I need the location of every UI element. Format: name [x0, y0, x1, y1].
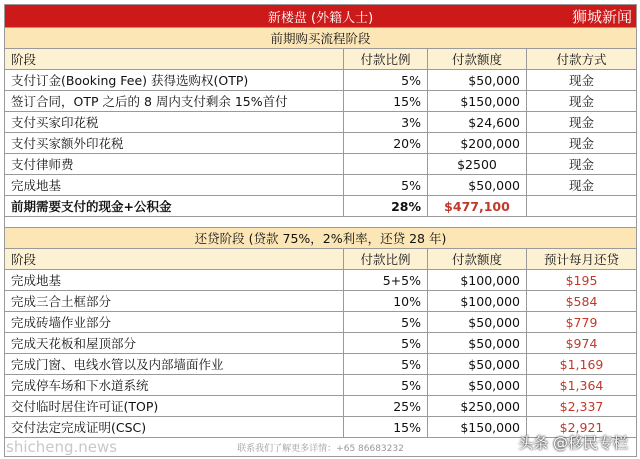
table-row — [5, 154, 637, 175]
col-header-stage: 阶段 — [5, 249, 344, 270]
stage-cell: 签订合同，OTP 之后的 8 周内支付剩余 15%首付 — [5, 91, 344, 112]
amount-cell: $150,000 — [428, 417, 527, 438]
stage-cell: 完成砖墙作业部分 — [5, 312, 344, 333]
watermark-left: shicheng.news — [6, 438, 118, 456]
ratio-cell: 5% — [344, 354, 428, 375]
stage-cell: 完成地基 — [5, 270, 344, 291]
method-cell: 现金 — [527, 70, 637, 91]
amount-cell: $50,000 — [428, 312, 527, 333]
brand-logo: 狮城新闻 — [572, 8, 633, 26]
total-empty-cell — [527, 196, 637, 217]
table-row — [5, 333, 637, 354]
monthly-cell: $2,337 — [527, 396, 637, 417]
table-title-cell — [5, 5, 637, 28]
watermark-right: 头条 @移民专栏 — [518, 434, 628, 452]
ratio-cell — [344, 154, 428, 175]
ratio-cell: 5% — [344, 375, 428, 396]
ratio-cell: 10% — [344, 291, 428, 312]
method-cell: 现金 — [527, 154, 637, 175]
table-row — [5, 91, 637, 112]
col-header-ratio: 付款比例 — [344, 249, 428, 270]
method-cell: 现金 — [527, 175, 637, 196]
total-row — [5, 196, 637, 217]
monthly-cell: $1,169 — [527, 354, 637, 375]
ratio-cell: 25% — [344, 396, 428, 417]
monthly-cell: $974 — [527, 333, 637, 354]
ratio-cell: 5% — [344, 70, 428, 91]
amount-cell: $50,000 — [428, 175, 527, 196]
table-row — [5, 396, 637, 417]
amount-cell: $100,000 — [428, 270, 527, 291]
table-row — [5, 354, 637, 375]
amount-cell: $2500 — [428, 154, 527, 175]
stage-cell: 完成地基 — [5, 175, 344, 196]
amount-cell: $50,000 — [428, 354, 527, 375]
ratio-cell: 20% — [344, 133, 428, 154]
stage-cell: 完成停车场和下水道系统 — [5, 375, 344, 396]
section-heading-row — [5, 28, 637, 49]
amount-cell: $50,000 — [428, 375, 527, 396]
title-row — [5, 5, 637, 28]
ratio-cell: 15% — [344, 417, 428, 438]
spacer-row — [5, 217, 637, 228]
stage-cell: 完成门窗、电线水管以及内部墙面作业 — [5, 354, 344, 375]
col-header-amount: 付款额度 — [428, 249, 527, 270]
ratio-cell: 5% — [344, 333, 428, 354]
col-header-amount: 付款额度 — [428, 49, 527, 70]
contact-footer: 联系我们了解更多详情：+65 86683232 — [5, 438, 637, 457]
section1-heading: 前期购买流程阶段 — [5, 28, 637, 49]
method-cell: 现金 — [527, 91, 637, 112]
section-heading-row — [5, 228, 637, 249]
ratio-cell: 3% — [344, 112, 428, 133]
total-ratio: 28% — [344, 196, 428, 217]
monthly-cell: $195 — [527, 270, 637, 291]
stage-cell: 支付买家额外印花税 — [5, 133, 344, 154]
ratio-cell: 15% — [344, 91, 428, 112]
monthly-cell: $1,364 — [527, 375, 637, 396]
ratio-cell: 5+5% — [344, 270, 428, 291]
amount-cell: $100,000 — [428, 291, 527, 312]
stage-cell: 支付订金(Booking Fee) 获得选购权(OTP) — [5, 70, 344, 91]
stage-cell: 交付临时居住许可证(TOP) — [5, 396, 344, 417]
ratio-cell: 5% — [344, 175, 428, 196]
amount-cell: $150,000 — [428, 91, 527, 112]
amount-cell: $200,000 — [428, 133, 527, 154]
col-header-ratio: 付款比例 — [344, 49, 428, 70]
column-header-row — [5, 249, 637, 270]
table-row — [5, 291, 637, 312]
table-title: 新楼盘 (外籍人士) — [267, 10, 374, 26]
stage-cell: 完成天花板和屋顶部分 — [5, 333, 344, 354]
method-cell: 现金 — [527, 112, 637, 133]
section2-heading: 还贷阶段 (贷款 75%，2%利率，还贷 28 年) — [5, 228, 637, 249]
col-header-stage: 阶段 — [5, 49, 344, 70]
monthly-cell: $584 — [527, 291, 637, 312]
stage-cell: 支付买家印花税 — [5, 112, 344, 133]
amount-cell: $250,000 — [428, 396, 527, 417]
payment-table — [4, 4, 637, 457]
table-row — [5, 112, 637, 133]
col-header-monthly: 预计每月还贷 — [527, 249, 637, 270]
amount-cell: $24,600 — [428, 112, 527, 133]
stage-cell: 完成三合土框部分 — [5, 291, 344, 312]
total-amount: $477,100 — [428, 196, 527, 217]
monthly-cell: $779 — [527, 312, 637, 333]
stage-cell: 交付法定完成证明(CSC) — [5, 417, 344, 438]
amount-cell: $50,000 — [428, 333, 527, 354]
total-label: 前期需要支付的现金+公积金 — [5, 196, 344, 217]
col-header-method: 付款方式 — [527, 49, 637, 70]
method-cell: 现金 — [527, 133, 637, 154]
spacer-cell — [5, 217, 637, 228]
table-row — [5, 70, 637, 91]
table-row — [5, 133, 637, 154]
table-row — [5, 270, 637, 291]
table-row — [5, 312, 637, 333]
payment-table-container — [4, 4, 636, 457]
column-header-row — [5, 49, 637, 70]
amount-cell: $50,000 — [428, 70, 527, 91]
stage-cell: 支付律师费 — [5, 154, 344, 175]
ratio-cell: 5% — [344, 312, 428, 333]
table-row — [5, 175, 637, 196]
table-row — [5, 375, 637, 396]
monthly-cell: $2,921 — [527, 417, 637, 438]
